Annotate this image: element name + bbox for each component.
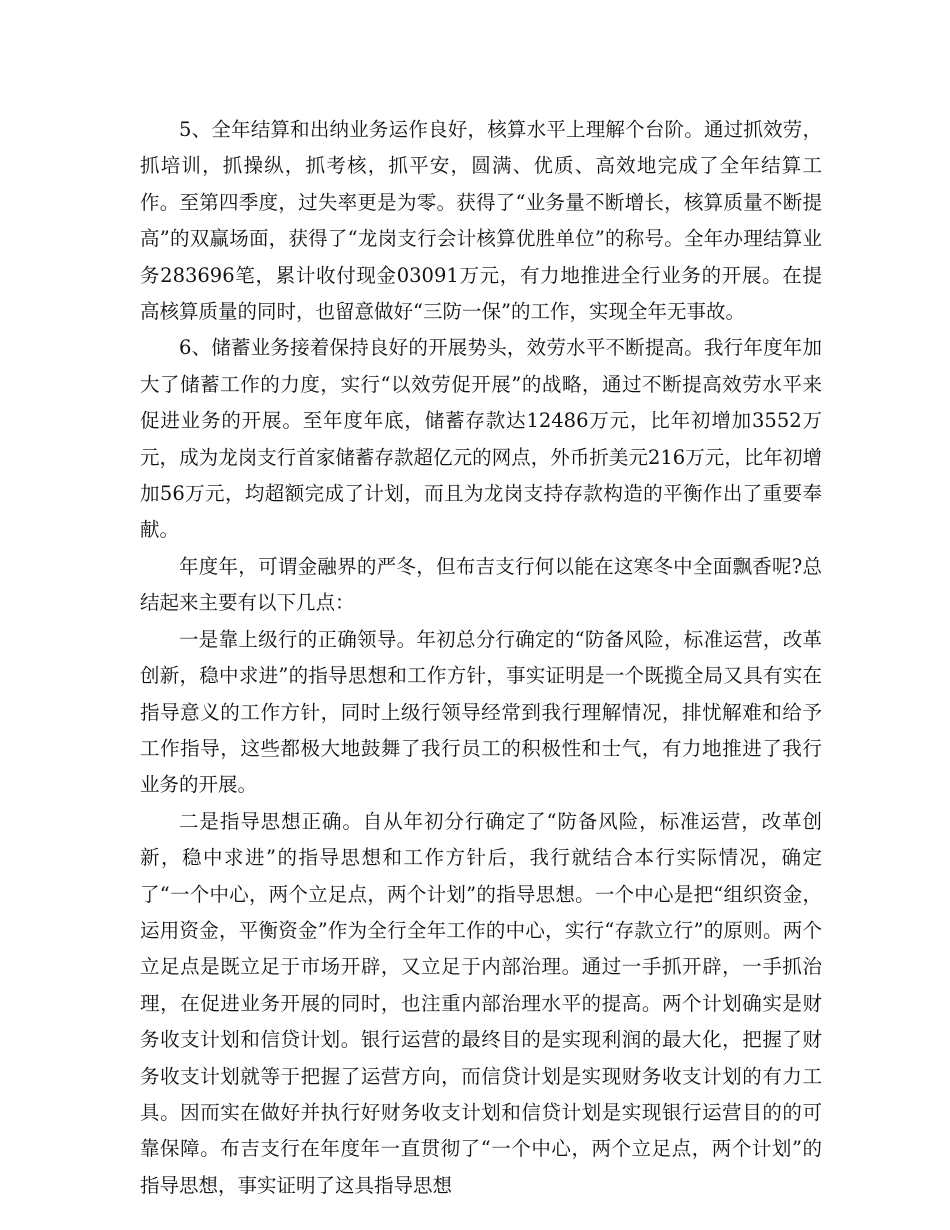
document-page xyxy=(140,112,822,1204)
paragraph-point-two: 二是指导思想正确。自从年初分行确定了“防备风险，标准运营，改革创新，稳中求进”的指导思想和工作方针后，我行就结合本行实际情况，确定了“一个中心，两个立足点，两个计划”的指导思想。一个中心是把“组织资金，运用资金，平衡资金”作为全行全年工作的中心，实行“存款立行”的原则。两个立足点是既立足于市场开辟，又立足于内部治理。通过一手抓开辟，一手抓治理，在促进业务开展的同时，也注重内部治理水平的提高。两个计划确实是财务收支计划和信贷计划。银行运营的最终目的是实现利润的最大化，把握了财务收支计划就等于把握了运营方向，而信贷计划是实现财务收支计划的有力工具。因而实在做好并执行好财务收支计划和信贷计划是实现银行运营目的的可靠保障。布吉支行在年度年一直贯彻了“一个中心，两个立足点，两个计划”的指导思想，事实证明了这具指导思想 xyxy=(140,809,822,1197)
paragraph-settlement: 5、全年结算和出纳业务运作良好，核算水平上理解个台阶。通过抓效劳，抓培训，抓操纵，抓考核，抓平安，圆满、优质、高效地完成了全年结算工作。至第四季度，过失率更是为零。获得了“业务量不断增长，核算质量不断提高”的双赢场面，获得了“龙岗支行会计核算优胜单位”的称号。全年办理结算业务283696笔，累计收付现金03091万元，有力地推进全行业务的开展。在提高核算质量的同时，也留意做好“三防一保”的工作，实现全年无事故。 xyxy=(140,118,822,324)
paragraph-savings: 6、储蓄业务接着保持良好的开展势头，效劳水平不断提高。我行年度年加大了储蓄工作的力度，实行“以效劳促开展”的战略，通过不断提高效劳水平来促进业务的开展。至年度年底，储蓄存款达12486万元，比年初增加3552万元，成为龙岗支行首家储蓄存款超亿元的网点，外币折美元216万元，比年初增加56万元，均超额完成了计划，而且为龙岗支持存款构造的平衡作出了重要奉献。 xyxy=(140,336,822,542)
paragraph-summary-intro: 年度年，可谓金融界的严冬，但布吉支行何以能在这寒冬中全面飘香呢?总结起来主要有以下几点： xyxy=(140,554,822,615)
paragraph-point-one: 一是靠上级行的正确领导。年初总分行确定的“防备风险，标准运营，改革创新，稳中求进”的指导思想和工作方针，事实证明是一个既揽全局又具有实在指导意义的工作方针，同时上级行领导经常到我行理解情况，排忧解难和给予工作指导，这些都极大地鼓舞了我行员工的积极性和士气，有力地推进了我行业务的开展。 xyxy=(140,627,822,797)
